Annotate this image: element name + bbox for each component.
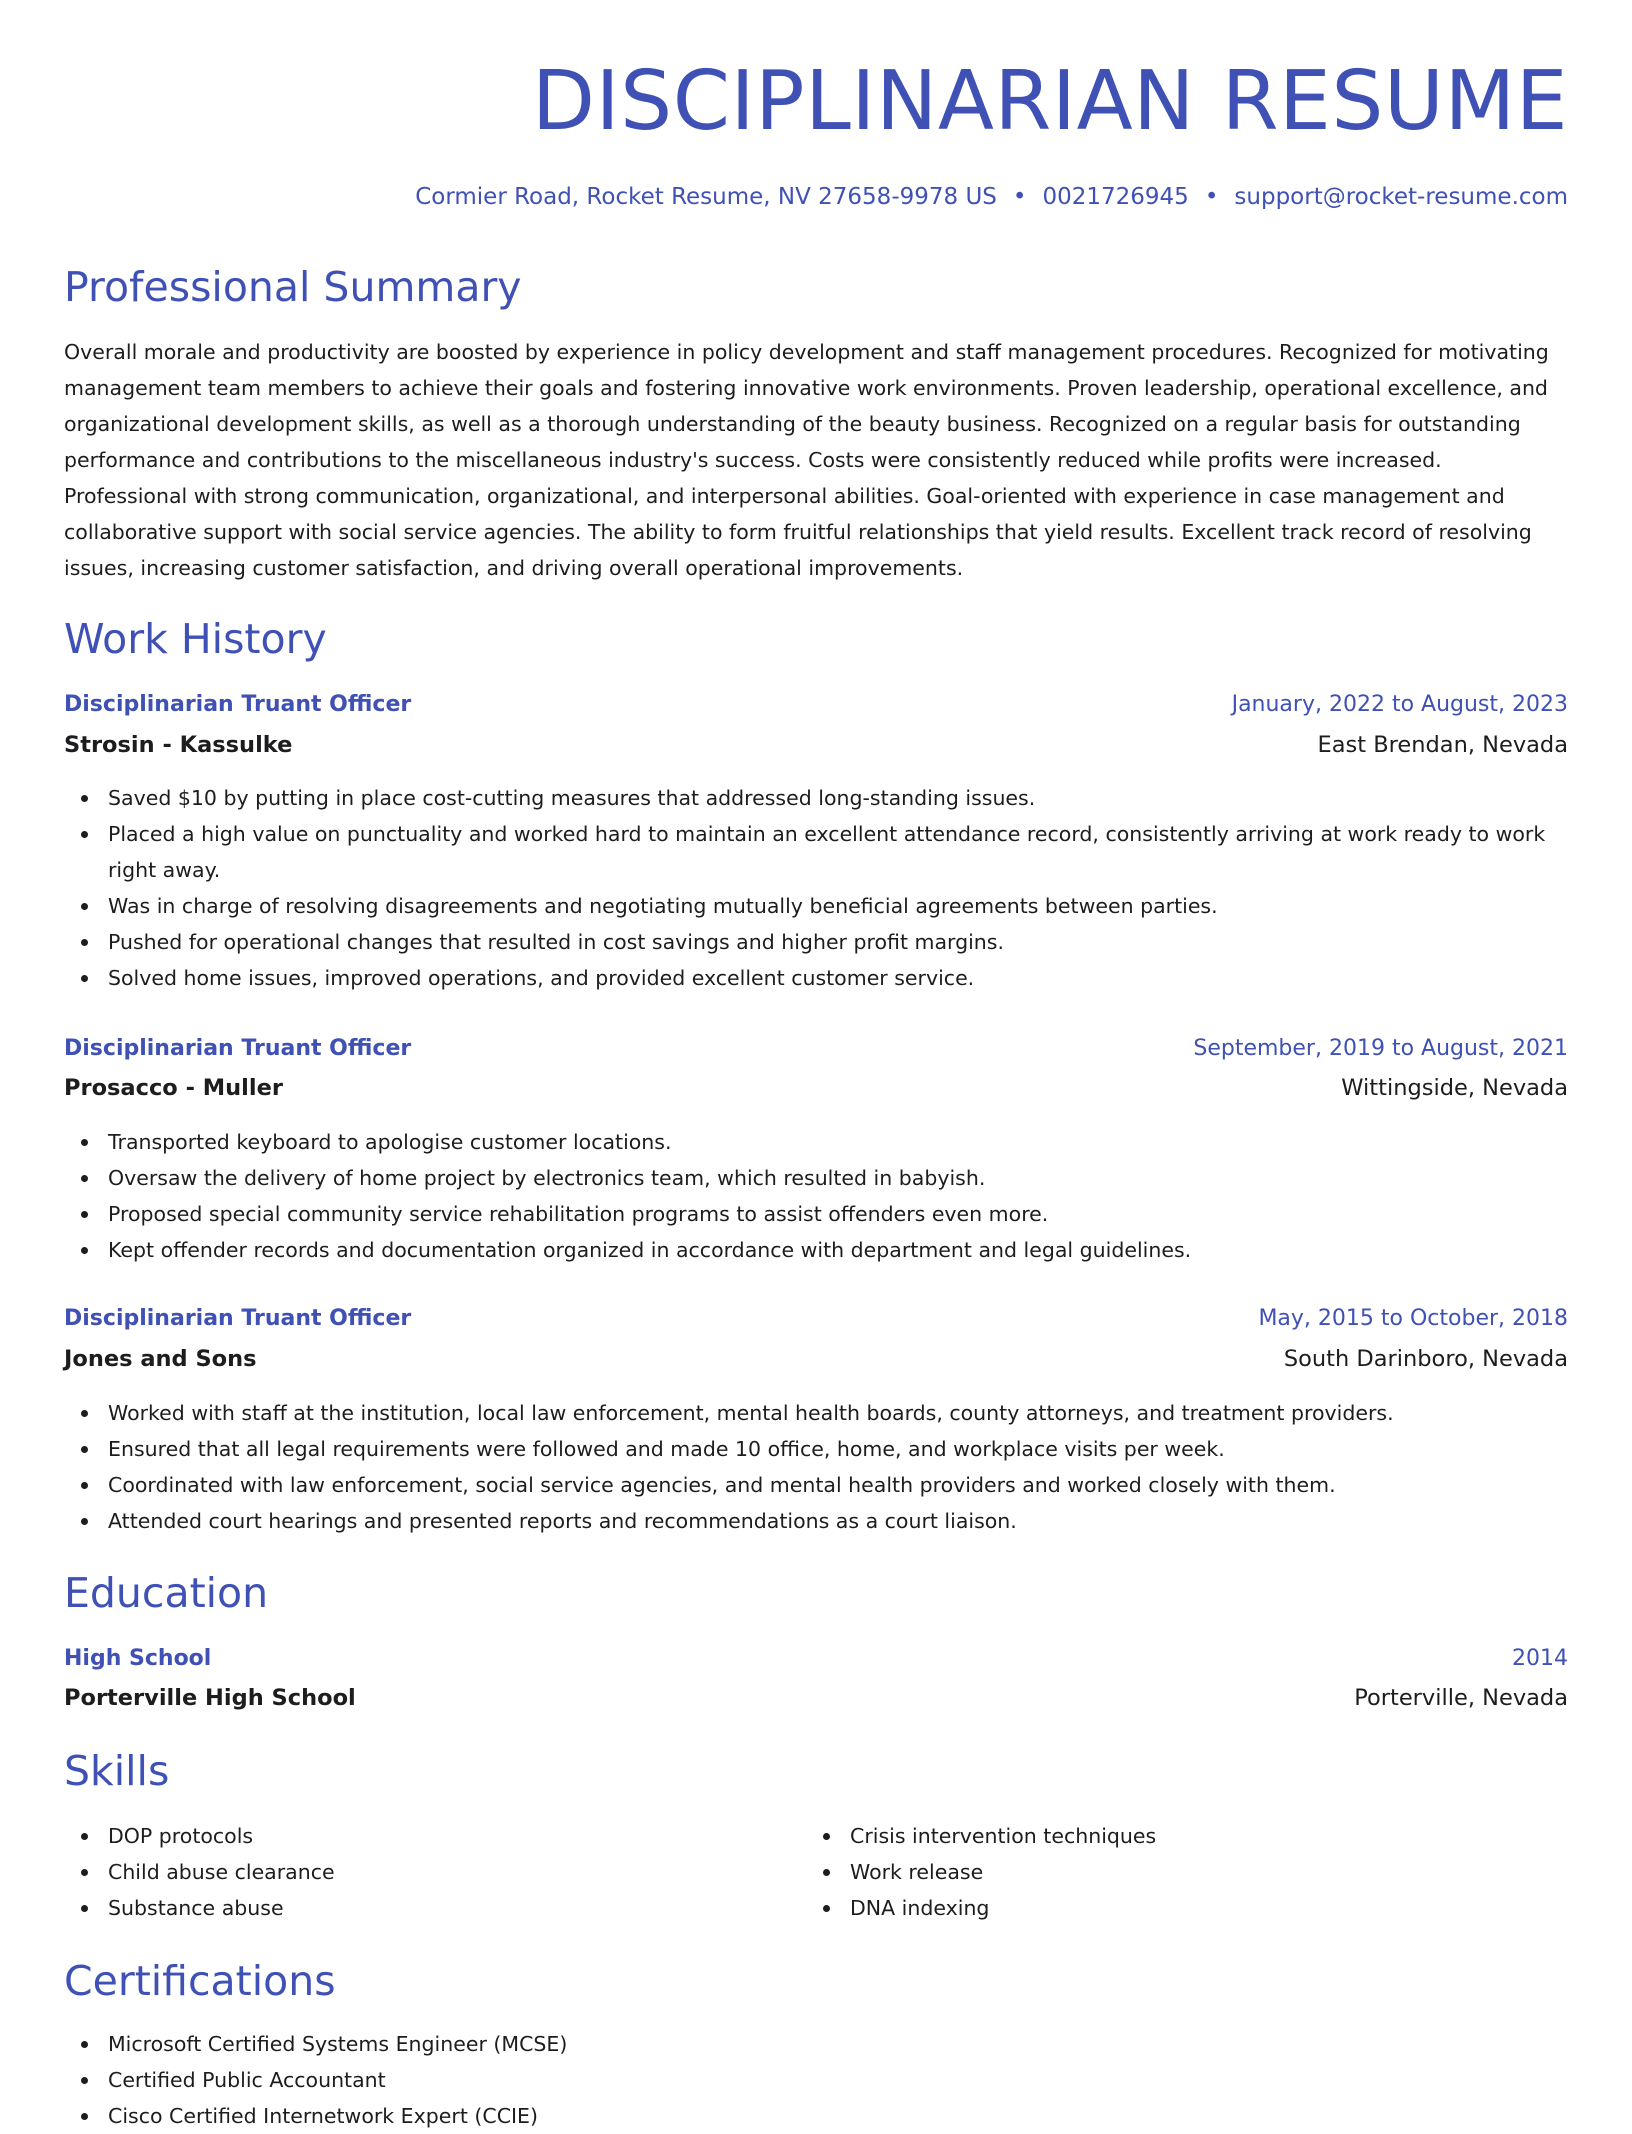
job-location: Wittingside, Nevada (1341, 1075, 1568, 1101)
list-item: Placed a high value on punctuality and worked hard to maintain an excellent attendance record, consistently arriving at work ready to work right away. (108, 816, 1568, 888)
job-role: Disciplinarian Truant Officer (64, 1306, 412, 1331)
section-title-skills: Skills (64, 1747, 170, 1795)
job-location: East Brendan, Nevada (1317, 732, 1568, 758)
skill-item: Work release (850, 1854, 1550, 1890)
job-dates: January, 2022 to August, 2023 (1231, 692, 1568, 717)
contact-email[interactable]: support@rocket-resume.com (1234, 184, 1568, 210)
education-school: Porterville High School (64, 1685, 356, 1711)
job-dates: September, 2019 to August, 2021 (1193, 1036, 1568, 1061)
list-item: Proposed special community service rehabilitation programs to assist offenders even more. (108, 1196, 1568, 1232)
skills-list-left (108, 1818, 808, 1926)
job-company: Jones and Sons (64, 1346, 257, 1372)
education-location: Porterville, Nevada (1354, 1685, 1568, 1711)
job-subheader (64, 1341, 1568, 1377)
section-title-education: Education (64, 1569, 269, 1617)
job-company: Strosin - Kassulke (64, 732, 293, 758)
job-header (64, 1302, 1568, 1336)
list-item: Ensured that all legal requirements were followed and made 10 office, home, and workplace visits per week. (108, 1431, 1568, 1467)
list-item: Was in charge of resolving disagreements and negotiating mutually beneficial agreements between parties. (108, 888, 1568, 924)
certifications-list (108, 2026, 1568, 2134)
skills-list-right (850, 1818, 1550, 1926)
list-item: Saved $10 by putting in place cost-cutting measures that addressed long-standing issues. (108, 780, 1568, 816)
list-item: Transported keyboard to apologise customer locations. (108, 1124, 1568, 1160)
job-header (64, 1032, 1568, 1066)
contact-address: Cormier Road, Rocket Resume, NV 27658-9978 US (415, 184, 997, 210)
job-header (64, 688, 1568, 722)
job-company: Prosacco - Muller (64, 1075, 283, 1101)
certification-item: Cisco Certified Internetwork Expert (CCIE) (108, 2098, 1568, 2134)
list-item: Coordinated with law enforcement, social service agencies, and mental health providers and worked closely with them. (108, 1467, 1568, 1503)
job-bullet-list (108, 780, 1568, 996)
section-title-summary: Professional Summary (64, 263, 522, 311)
education-year: 2014 (1512, 1646, 1568, 1671)
section-title-certifications: Certifications (64, 1957, 336, 2005)
skill-item: DOP protocols (108, 1818, 808, 1854)
education-header (64, 1642, 1568, 1676)
job-subheader (64, 1070, 1568, 1106)
section-title-work-history: Work History (64, 615, 327, 663)
separator-dot: • (1012, 184, 1027, 210)
summary-text: Overall morale and productivity are boosted by experience in policy development and staff management procedures. Recognized for motivating management team members to achieve their goals and fostering innovative work environments. Proven leadership, operational excellence, and organizational development skills, as well as a thorough understanding of the beauty business. Recognized on a regular basis for outstanding performance and contributions to the miscellaneous industry's success. Costs were consistently reduced while profits were increased. Professional with strong communication, organizational, and interpersonal abilities. Goal-oriented with experience in case management and collaborative support with social service agencies. The ability to form fruitful relationships that yield results. Excellent track record of resolving issues, increasing customer satisfaction, and driving overall operational improvements. (64, 340, 1549, 580)
list-item: Attended court hearings and presented reports and recommendations as a court liaison. (108, 1503, 1568, 1539)
resume-title: DISCIPLINARIAN RESUME (531, 54, 1568, 149)
certification-item: Microsoft Certified Systems Engineer (MCSE) (108, 2026, 1568, 2062)
job-role: Disciplinarian Truant Officer (64, 692, 412, 717)
list-item: Oversaw the delivery of home project by electronics team, which resulted in babyish. (108, 1160, 1568, 1196)
education-subheader (64, 1680, 1568, 1716)
education-degree: High School (64, 1646, 212, 1671)
skill-item: Child abuse clearance (108, 1854, 808, 1890)
list-item: Solved home issues, improved operations, and provided excellent customer service. (108, 960, 1568, 996)
job-bullet-list (108, 1124, 1568, 1268)
list-item: Worked with staff at the institution, local law enforcement, mental health boards, county attorneys, and treatment providers. (108, 1395, 1568, 1431)
job-role: Disciplinarian Truant Officer (64, 1036, 412, 1061)
contact-phone[interactable]: 0021726945 (1042, 184, 1189, 210)
job-bullet-list (108, 1395, 1568, 1539)
certification-item: Certified Public Accountant (108, 2062, 1568, 2098)
skill-item: Crisis intervention techniques (850, 1818, 1550, 1854)
list-item: Pushed for operational changes that resulted in cost savings and higher profit margins. (108, 924, 1568, 960)
list-item: Kept offender records and documentation organized in accordance with department and legal guidelines. (108, 1232, 1568, 1268)
contact-line (415, 181, 1568, 213)
skill-item: Substance abuse (108, 1890, 808, 1926)
job-subheader (64, 727, 1568, 763)
separator-dot: • (1204, 184, 1219, 210)
job-dates: May, 2015 to October, 2018 (1258, 1306, 1568, 1331)
job-location: South Darinboro, Nevada (1283, 1346, 1568, 1372)
skill-item: DNA indexing (850, 1890, 1550, 1926)
